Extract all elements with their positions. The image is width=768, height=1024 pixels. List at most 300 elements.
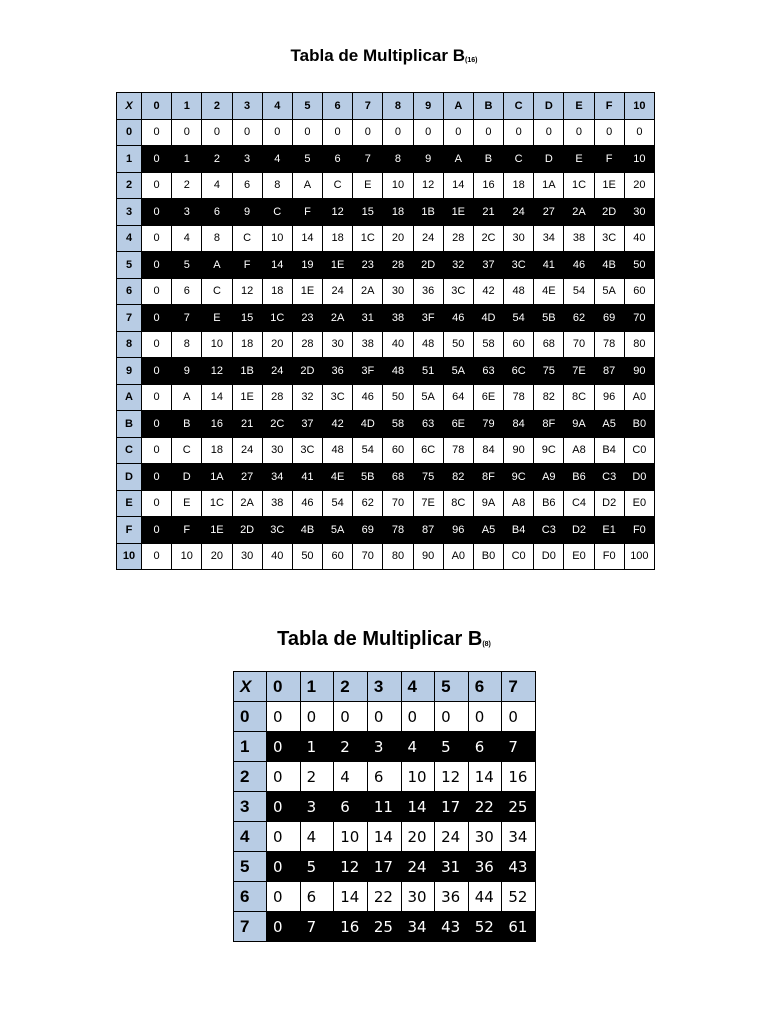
- hex-table-cell: 19: [292, 252, 322, 279]
- hex-table-cell: 38: [353, 331, 383, 358]
- hex-table-cell: 78: [383, 517, 413, 544]
- hex-table-cell: 5: [172, 252, 202, 279]
- hex-table-row: [117, 517, 655, 544]
- hex-table-row: [117, 305, 655, 332]
- hex-table-cell: 34: [534, 225, 564, 252]
- hex-table-cell: C: [202, 278, 232, 305]
- octal-table-cell: 0: [267, 852, 301, 882]
- octal-table-cell: 43: [435, 912, 469, 942]
- octal-table-cell: 36: [468, 852, 502, 882]
- octal-table-cell: 5: [435, 732, 469, 762]
- hex-row-header: 5: [117, 252, 142, 279]
- octal-column-header: 3: [367, 672, 401, 702]
- hex-column-header: 0: [142, 93, 172, 120]
- hex-table-cell: 87: [413, 517, 443, 544]
- hex-table-cell: 0: [142, 199, 172, 226]
- hex-table-cell: 24: [413, 225, 443, 252]
- hex-table-cell: A: [443, 146, 473, 173]
- hex-table-cell: 6C: [413, 437, 443, 464]
- hex-table-cell: F: [292, 199, 322, 226]
- hex-table-cell: 75: [413, 464, 443, 491]
- hex-table-cell: 8F: [473, 464, 503, 491]
- hex-table-cell: 10: [624, 146, 654, 173]
- hex-table-cell: 0: [594, 119, 624, 146]
- hex-table-cell: 60: [624, 278, 654, 305]
- hex-table-cell: 0: [142, 278, 172, 305]
- hex-table-cell: 90: [413, 543, 443, 570]
- hex-table-cell: 3F: [413, 305, 443, 332]
- hex-column-header: A: [443, 93, 473, 120]
- hex-table-cell: 8: [172, 331, 202, 358]
- octal-table-cell: 6: [334, 792, 368, 822]
- hex-table-cell: 1A: [202, 464, 232, 491]
- hex-table-cell: 48: [323, 437, 353, 464]
- hex-table-cell: 90: [624, 358, 654, 385]
- hex-table-cell: 24: [323, 278, 353, 305]
- hex-table-cell: 69: [594, 305, 624, 332]
- hex-table-cell: 0: [232, 119, 262, 146]
- hex-table-cell: 5B: [353, 464, 383, 491]
- hex-table-cell: 7: [172, 305, 202, 332]
- hex-table-cell: C3: [594, 464, 624, 491]
- hex-table-cell: 8C: [443, 490, 473, 517]
- hex-table-cell: 38: [383, 305, 413, 332]
- hex-table-cell: 12: [413, 172, 443, 199]
- octal-header-row: [234, 672, 536, 702]
- hex-table-cell: 0: [202, 119, 232, 146]
- octal-table-cell: 31: [435, 852, 469, 882]
- hex-table-cell: 38: [564, 225, 594, 252]
- hex-table-cell: 48: [413, 331, 443, 358]
- hex-table-cell: 46: [443, 305, 473, 332]
- hex-table-cell: 15: [232, 305, 262, 332]
- hex-table-cell: 9A: [564, 411, 594, 438]
- octal-table-cell: 20: [401, 822, 435, 852]
- hex-table-cell: C: [172, 437, 202, 464]
- hex-table-cell: A5: [594, 411, 624, 438]
- hex-table-cell: 0: [383, 119, 413, 146]
- octal-table-cell: 16: [334, 912, 368, 942]
- hex-table-cell: 14: [443, 172, 473, 199]
- hex-table-cell: 2D: [232, 517, 262, 544]
- hex-table-cell: B6: [564, 464, 594, 491]
- octal-table-cell: 12: [334, 852, 368, 882]
- hex-row-header: F: [117, 517, 142, 544]
- hex-table-cell: 20: [202, 543, 232, 570]
- hex-table-cell: 3: [172, 199, 202, 226]
- hex-table-cell: 14: [262, 252, 292, 279]
- octal-table-cell: 10: [401, 762, 435, 792]
- hex-table-cell: E: [202, 305, 232, 332]
- hex-table-cell: C: [232, 225, 262, 252]
- hex-table-cell: F: [172, 517, 202, 544]
- hex-table-cell: 3C: [504, 252, 534, 279]
- octal-table-cell: 0: [267, 822, 301, 852]
- hex-table-cell: 0: [262, 119, 292, 146]
- hex-table-row: [117, 384, 655, 411]
- hex-table-cell: B6: [534, 490, 564, 517]
- hex-table-cell: 46: [564, 252, 594, 279]
- hex-table-cell: 27: [534, 199, 564, 226]
- hex-table-cell: 96: [443, 517, 473, 544]
- hex-table-cell: 60: [383, 437, 413, 464]
- hex-table-cell: 64: [443, 384, 473, 411]
- octal-row-header: 1: [234, 732, 267, 762]
- hex-table-cell: 27: [232, 464, 262, 491]
- hex-table-cell: 0: [534, 119, 564, 146]
- hex-table-cell: 68: [534, 331, 564, 358]
- hex-column-header: C: [504, 93, 534, 120]
- hex-table-cell: 9C: [504, 464, 534, 491]
- hex-table-cell: 0: [292, 119, 322, 146]
- hex-table-cell: 30: [262, 437, 292, 464]
- hex-table-cell: 58: [473, 331, 503, 358]
- hex-table-cell: 18: [383, 199, 413, 226]
- hex-column-header: 4: [262, 93, 292, 120]
- octal-table-row: [234, 702, 536, 732]
- hex-table-row: [117, 252, 655, 279]
- hex-table-cell: A0: [443, 543, 473, 570]
- octal-column-header: 2: [334, 672, 368, 702]
- hex-table-cell: 54: [353, 437, 383, 464]
- octal-row-header: 7: [234, 912, 267, 942]
- hex-table-cell: 21: [473, 199, 503, 226]
- hex-table-cell: A8: [564, 437, 594, 464]
- hex-table-cell: 68: [383, 464, 413, 491]
- hex-table-cell: 1B: [413, 199, 443, 226]
- hex-table-cell: 0: [142, 252, 172, 279]
- octal-row-header: 0: [234, 702, 267, 732]
- hex-table-cell: 0: [142, 119, 172, 146]
- hex-table-cell: 8: [202, 225, 232, 252]
- hex-column-header: D: [534, 93, 564, 120]
- hex-title-text: Tabla de Multiplicar B: [290, 46, 465, 65]
- octal-table-row: [234, 732, 536, 762]
- octal-row-header: 2: [234, 762, 267, 792]
- octal-table-cell: 10: [334, 822, 368, 852]
- octal-table-cell: 14: [367, 822, 401, 852]
- hex-table-cell: 18: [504, 172, 534, 199]
- hex-table-cell: 1E: [443, 199, 473, 226]
- hex-table-cell: B: [473, 146, 503, 173]
- hex-table-cell: 4D: [473, 305, 503, 332]
- hex-table-cell: B0: [624, 411, 654, 438]
- hex-column-header: 6: [323, 93, 353, 120]
- octal-table-cell: 0: [334, 702, 368, 732]
- hex-table-cell: 9: [172, 358, 202, 385]
- hex-table-cell: 10: [202, 331, 232, 358]
- hex-table-cell: 2C: [473, 225, 503, 252]
- hex-table-cell: 79: [473, 411, 503, 438]
- hex-table-title: [0, 46, 768, 66]
- hex-row-header: 0: [117, 119, 142, 146]
- hex-table-cell: 5B: [534, 305, 564, 332]
- octal-table-row: [234, 852, 536, 882]
- octal-table-cell: 17: [435, 792, 469, 822]
- hex-table-cell: 58: [383, 411, 413, 438]
- octal-table-cell: 30: [401, 882, 435, 912]
- hex-table-cell: F0: [624, 517, 654, 544]
- hex-table-cell: 3: [232, 146, 262, 173]
- octal-table-cell: 36: [435, 882, 469, 912]
- hex-table-cell: 69: [353, 517, 383, 544]
- octal-table-cell: 0: [300, 702, 334, 732]
- hex-table-cell: 3C: [323, 384, 353, 411]
- hex-table-cell: D: [172, 464, 202, 491]
- hex-table-cell: 36: [323, 358, 353, 385]
- hex-table-cell: 42: [323, 411, 353, 438]
- hex-table-cell: 0: [142, 411, 172, 438]
- hex-row-header: 6: [117, 278, 142, 305]
- hex-table-cell: B: [172, 411, 202, 438]
- octal-table-cell: 0: [267, 732, 301, 762]
- hex-table-cell: 24: [262, 358, 292, 385]
- hex-table-cell: 3F: [353, 358, 383, 385]
- octal-table-cell: 1: [300, 732, 334, 762]
- octal-table-cell: 0: [267, 882, 301, 912]
- hex-table-cell: 1C: [202, 490, 232, 517]
- hex-table-cell: 6: [172, 278, 202, 305]
- hex-table-cell: 2D: [594, 199, 624, 226]
- octal-table-cell: 12: [435, 762, 469, 792]
- hex-table-cell: B4: [594, 437, 624, 464]
- hex-table-cell: B0: [473, 543, 503, 570]
- hex-table-cell: 18: [232, 331, 262, 358]
- octal-table-cell: 24: [435, 822, 469, 852]
- hex-table-cell: 30: [624, 199, 654, 226]
- hex-table-cell: A: [202, 252, 232, 279]
- hex-table-cell: 7E: [564, 358, 594, 385]
- hex-table-cell: 6E: [443, 411, 473, 438]
- octal-table-cell: 2: [334, 732, 368, 762]
- hex-table-cell: 50: [624, 252, 654, 279]
- hex-table-cell: 8F: [534, 411, 564, 438]
- hex-table-cell: 9C: [534, 437, 564, 464]
- hex-table-cell: 0: [142, 384, 172, 411]
- hex-table-cell: A: [292, 172, 322, 199]
- octal-column-header: 5: [435, 672, 469, 702]
- hex-table-cell: D0: [624, 464, 654, 491]
- hex-table-cell: 48: [504, 278, 534, 305]
- hex-table-cell: 2A: [564, 199, 594, 226]
- hex-table-cell: 8: [262, 172, 292, 199]
- octal-table-row: [234, 822, 536, 852]
- hex-table-cell: E0: [624, 490, 654, 517]
- octal-table-cell: 0: [435, 702, 469, 732]
- hex-table-cell: 46: [292, 490, 322, 517]
- octal-table-cell: 34: [401, 912, 435, 942]
- hex-table-cell: 0: [473, 119, 503, 146]
- hex-table-cell: 1B: [232, 358, 262, 385]
- hex-table-cell: 2D: [413, 252, 443, 279]
- hex-table-cell: E1: [594, 517, 624, 544]
- octal-table-cell: 0: [468, 702, 502, 732]
- hex-table-row: [117, 437, 655, 464]
- hex-row-header: 3: [117, 199, 142, 226]
- hex-column-header: B: [473, 93, 503, 120]
- hex-table-cell: 5A: [323, 517, 353, 544]
- hex-table-cell: 0: [142, 146, 172, 173]
- hex-table-cell: 82: [534, 384, 564, 411]
- hex-table-row: [117, 119, 655, 146]
- hex-table-cell: 16: [202, 411, 232, 438]
- hex-table-cell: 0: [142, 225, 172, 252]
- octal-table-cell: 16: [502, 762, 536, 792]
- octal-table-cell: 22: [468, 792, 502, 822]
- hex-column-header: 8: [383, 93, 413, 120]
- octal-table-cell: 44: [468, 882, 502, 912]
- hex-table-cell: 18: [262, 278, 292, 305]
- hex-table-cell: 40: [624, 225, 654, 252]
- hex-table-cell: 1E: [232, 384, 262, 411]
- hex-table-cell: 48: [383, 358, 413, 385]
- hex-table-cell: 2: [172, 172, 202, 199]
- hex-table-cell: 60: [504, 331, 534, 358]
- hex-row-header: 9: [117, 358, 142, 385]
- hex-table-cell: 4B: [594, 252, 624, 279]
- hex-table-cell: 14: [202, 384, 232, 411]
- hex-table-cell: 50: [292, 543, 322, 570]
- hex-table-cell: 5: [292, 146, 322, 173]
- hex-column-header: 3: [232, 93, 262, 120]
- hex-table-cell: 20: [624, 172, 654, 199]
- octal-table-cell: 4: [334, 762, 368, 792]
- hex-table-cell: 41: [292, 464, 322, 491]
- hex-table-cell: 96: [594, 384, 624, 411]
- hex-table-cell: 15: [353, 199, 383, 226]
- octal-table-cell: 0: [267, 762, 301, 792]
- hex-row-header: 7: [117, 305, 142, 332]
- hex-row-header: B: [117, 411, 142, 438]
- hex-table-cell: 10: [172, 543, 202, 570]
- hex-table-cell: D0: [534, 543, 564, 570]
- hex-table-cell: 6: [323, 146, 353, 173]
- octal-table-cell: 24: [401, 852, 435, 882]
- hex-table-cell: 10: [262, 225, 292, 252]
- hex-table-cell: 23: [353, 252, 383, 279]
- hex-table-cell: 3C: [262, 517, 292, 544]
- hex-table-cell: 2C: [262, 411, 292, 438]
- hex-table-cell: 31: [353, 305, 383, 332]
- hex-table-cell: 70: [564, 331, 594, 358]
- octal-table-cell: 6: [367, 762, 401, 792]
- hex-table-cell: 18: [323, 225, 353, 252]
- hex-table-cell: 0: [142, 543, 172, 570]
- hex-table-cell: 60: [323, 543, 353, 570]
- hex-table-row: [117, 225, 655, 252]
- hex-table-cell: 20: [262, 331, 292, 358]
- hex-table-cell: 1E: [323, 252, 353, 279]
- hex-table-row: [117, 358, 655, 385]
- hex-table-cell: 70: [383, 490, 413, 517]
- octal-table-cell: 14: [401, 792, 435, 822]
- hex-table-cell: 6C: [504, 358, 534, 385]
- octal-table-cell: 43: [502, 852, 536, 882]
- hex-table-cell: 24: [504, 199, 534, 226]
- hex-table-cell: 16: [473, 172, 503, 199]
- octal-column-header: 6: [468, 672, 502, 702]
- hex-table-cell: 12: [323, 199, 353, 226]
- hex-table-cell: 62: [353, 490, 383, 517]
- hex-table-cell: 1C: [353, 225, 383, 252]
- hex-column-header: 5: [292, 93, 322, 120]
- octal-row-header: 6: [234, 882, 267, 912]
- hex-table-cell: 3C: [594, 225, 624, 252]
- hex-table-cell: 46: [353, 384, 383, 411]
- hex-table-cell: 70: [624, 305, 654, 332]
- hex-table-cell: A8: [504, 490, 534, 517]
- hex-table-cell: 0: [142, 358, 172, 385]
- hex-table-cell: E: [564, 146, 594, 173]
- hex-table-row: [117, 278, 655, 305]
- hex-table-cell: 1A: [534, 172, 564, 199]
- hex-table-cell: C0: [504, 543, 534, 570]
- hex-table-cell: 0: [413, 119, 443, 146]
- hex-table-cell: 4D: [353, 411, 383, 438]
- hex-table-cell: 0: [172, 119, 202, 146]
- hex-column-header: 2: [202, 93, 232, 120]
- hex-table-row: [117, 543, 655, 570]
- hex-table-cell: 38: [262, 490, 292, 517]
- hex-table-row: [117, 411, 655, 438]
- hex-table-cell: 8: [383, 146, 413, 173]
- hex-table-cell: 0: [142, 490, 172, 517]
- hex-table-cell: 32: [443, 252, 473, 279]
- hex-table-cell: 75: [534, 358, 564, 385]
- hex-row-header: 8: [117, 331, 142, 358]
- hex-column-header: E: [564, 93, 594, 120]
- octal-table-cell: 6: [468, 732, 502, 762]
- octal-table-cell: 7: [502, 732, 536, 762]
- hex-table-cell: C: [504, 146, 534, 173]
- octal-table-cell: 14: [468, 762, 502, 792]
- hex-table-cell: 2A: [232, 490, 262, 517]
- hex-multiplication-table: [116, 92, 655, 570]
- hex-table-cell: 2A: [353, 278, 383, 305]
- octal-table-cell: 0: [267, 702, 301, 732]
- octal-table-cell: 0: [367, 702, 401, 732]
- octal-table-title: [0, 628, 768, 651]
- hex-table-cell: F: [594, 146, 624, 173]
- hex-table-cell: 1E: [594, 172, 624, 199]
- hex-row-header: 10: [117, 543, 142, 570]
- hex-column-header: 10: [624, 93, 654, 120]
- hex-table-row: [117, 331, 655, 358]
- hex-table-cell: C0: [624, 437, 654, 464]
- hex-table-cell: 1E: [202, 517, 232, 544]
- hex-table-cell: 40: [262, 543, 292, 570]
- octal-table-cell: 52: [468, 912, 502, 942]
- hex-table-cell: 2D: [292, 358, 322, 385]
- octal-table-cell: 6: [300, 882, 334, 912]
- hex-table-cell: A0: [624, 384, 654, 411]
- hex-table-cell: 84: [504, 411, 534, 438]
- hex-table-cell: 18: [202, 437, 232, 464]
- hex-table-cell: E0: [564, 543, 594, 570]
- hex-table-cell: 0: [142, 464, 172, 491]
- hex-table-cell: 3C: [443, 278, 473, 305]
- hex-table-cell: 1C: [262, 305, 292, 332]
- octal-column-header: 4: [401, 672, 435, 702]
- hex-table-cell: 3C: [292, 437, 322, 464]
- hex-table-cell: 0: [323, 119, 353, 146]
- hex-table-cell: 84: [473, 437, 503, 464]
- hex-table-cell: 20: [383, 225, 413, 252]
- hex-table-cell: A: [172, 384, 202, 411]
- octal-row-header: 4: [234, 822, 267, 852]
- octal-table-cell: 30: [468, 822, 502, 852]
- hex-table-cell: 80: [383, 543, 413, 570]
